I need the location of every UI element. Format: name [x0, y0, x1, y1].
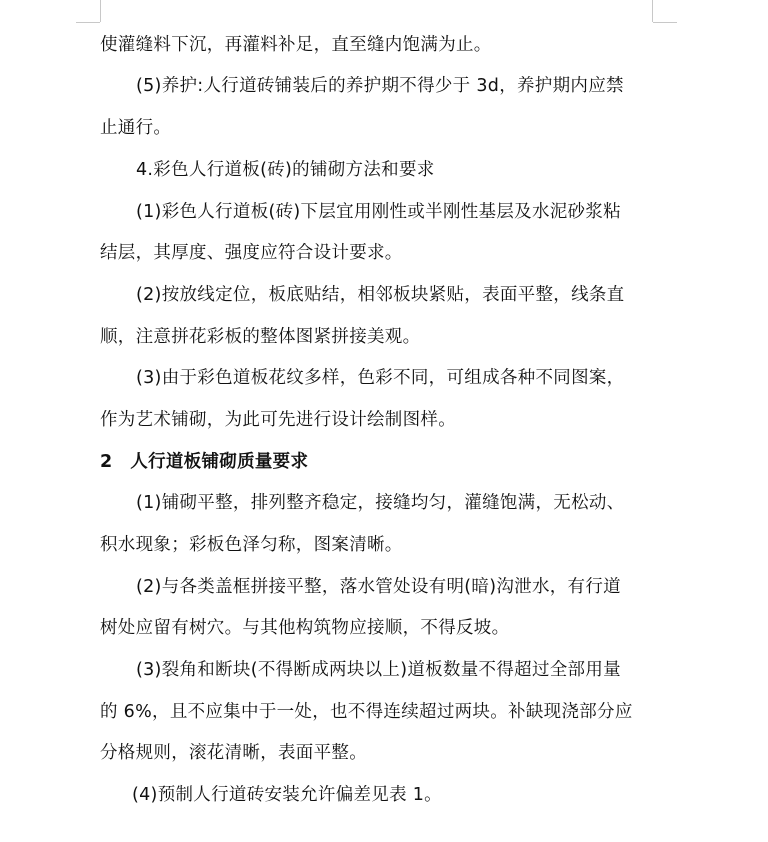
paragraph-line: 使灌缝料下沉，再灌料补足，直至缝内饱满为止。 — [100, 35, 492, 55]
subsection-heading: 4.彩色人行道板(砖)的铺砌方法和要求 — [136, 160, 435, 180]
paragraph-line: (2)与各类盖框拼接平整，落水管处设有明(暗)沟泄水，有行道 — [136, 577, 621, 597]
paragraph-line: 结层，其厚度、强度应符合设计要求。 — [100, 243, 403, 263]
crop-mark-top-left-horizontal — [76, 22, 100, 23]
paragraph-line: (2)按放线定位，板底贴结，相邻板块紧贴，表面平整，线条直 — [136, 285, 625, 305]
paragraph-line: 的 6%，且不应集中于一处，也不得连续超过两块。补缺现浇部分应 — [100, 702, 633, 722]
paragraph-line: 作为艺术铺砌，为此可先进行设计绘制图样。 — [100, 410, 456, 430]
paragraph-line: (5)养护:人行道砖铺装后的养护期不得少于 3d，养护期内应禁 — [136, 76, 624, 96]
crop-mark-top-left-vertical — [100, 0, 101, 22]
paragraph-line: (4)预制人行道砖安装允许偏差见表 1。 — [132, 785, 442, 805]
paragraph-line: 积水现象；彩板色泽匀称，图案清晰。 — [100, 535, 403, 555]
crop-mark-top-right-horizontal — [653, 22, 677, 23]
paragraph-line: 分格规则，滚花清晰，表面平整。 — [100, 743, 367, 763]
crop-mark-top-right-vertical — [652, 0, 653, 22]
paragraph-line: 树处应留有树穴。与其他构筑物应接顺，不得反坡。 — [100, 618, 510, 638]
paragraph-line: 止通行。 — [100, 118, 172, 138]
paragraph-line: (1)彩色人行道板(砖)下层宜用刚性或半刚性基层及水泥砂浆粘 — [136, 202, 621, 222]
paragraph-line: 顺，注意拼花彩板的整体图紧拼接美观。 — [100, 327, 421, 347]
section-heading: 2 人行道板铺砌质量要求 — [100, 452, 309, 472]
paragraph-line: (1)铺砌平整，排列整齐稳定，接缝均匀，灌缝饱满，无松动、 — [136, 493, 625, 513]
paragraph-line: (3)裂角和断块(不得断成两块以上)道板数量不得超过全部用量 — [136, 660, 621, 680]
paragraph-line: (3)由于彩色道板花纹多样，色彩不同，可组成各种不同图案， — [136, 368, 625, 388]
